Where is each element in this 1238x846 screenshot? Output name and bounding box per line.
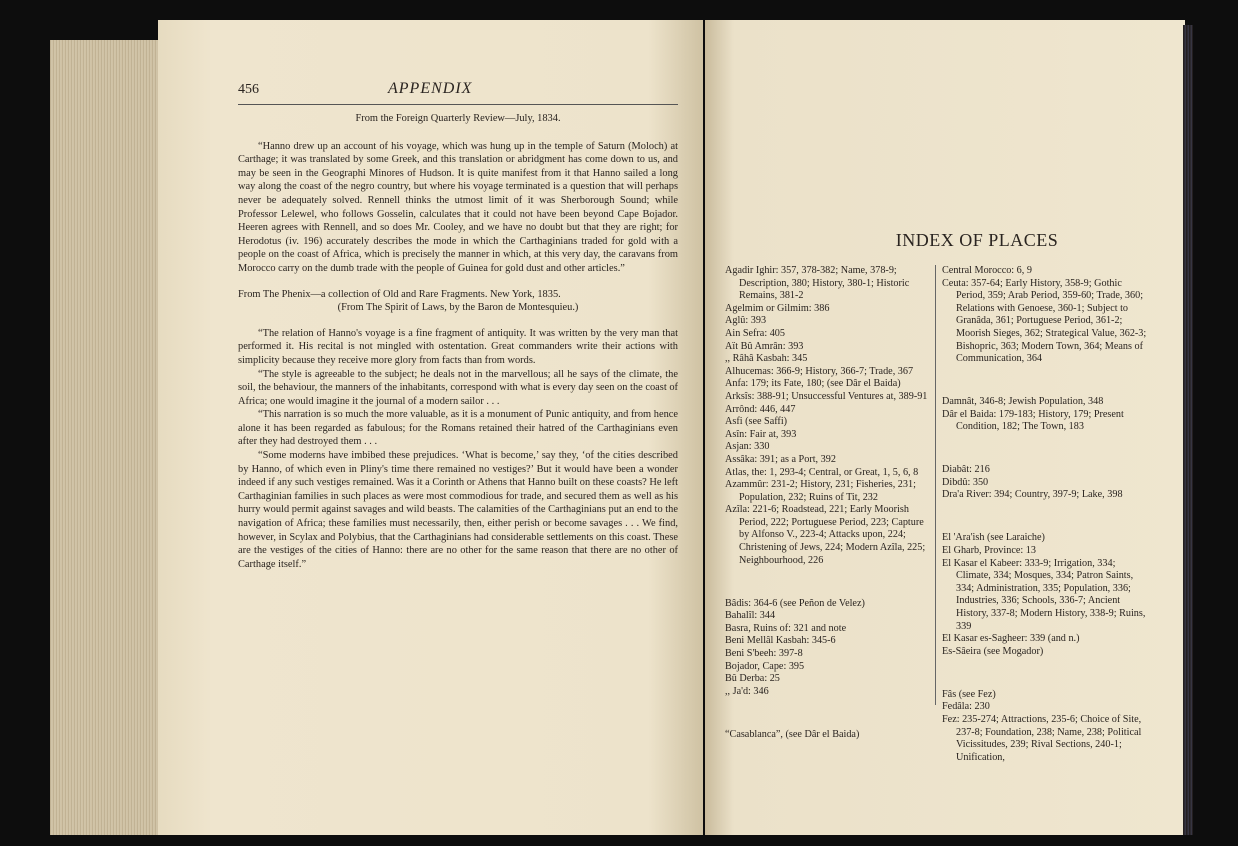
index-entry: El Kasar es-Sagheer: 339 (and n.): [942, 633, 1080, 645]
index-entry: Alhucemas: 366-9; History, 366-7; Trade, 367: [725, 365, 914, 377]
paragraph: “This narration is so much the more valuable, as it is a monument of Punic antiquity, and from hence alone it has been regarded as fabulous; for the Romans retained their hatred of the Carthaginians even after they had destroyed them . . .: [238, 409, 678, 448]
index-entry: El Gharb, Province: 13: [942, 545, 1036, 557]
index-entry: Asjan: 330: [725, 441, 770, 453]
index-column-1: [725, 265, 931, 741]
entry-gap: [725, 709, 931, 719]
paragraph: “The relation of Hanno's voyage is a fine fragment of antiquity. It was written by the very man that performed it. His recital is not mingled with ostentation. Great commanders write their actions with simplicity because they receive more glory from facts than from words.: [238, 327, 678, 366]
left-page: [158, 20, 703, 835]
right-page: [705, 20, 1185, 835]
page-edges: [50, 40, 158, 835]
index-entry: Bû Derba: 25: [725, 673, 780, 685]
index-entry: El 'Ara'ish (see Laraiche): [942, 532, 1045, 544]
index-entry: Arksîs: 388-91; Unsuccessful Ventures at, 389-91: [725, 390, 928, 402]
index-entry: Atlas, the: 1, 293-4; Central, or Great, 1, 5, 6, 8: [725, 466, 919, 478]
index-entry: Fedâla: 230: [942, 701, 990, 713]
index-entry: Fez: 235-274; Attractions, 235-6; Choice of Site, 237-8; Foundation, 238; Name, 238; Political Vicissitudes, 239; Rival Sections, 240-1; Unification,: [942, 713, 1142, 763]
index-entry: Ain Sefra: 405: [725, 327, 785, 339]
index-entry: Central Morocco: 6, 9: [942, 265, 1032, 276]
source-line: (From The Spirit of Laws, by the Baron de Montesquieu.): [337, 302, 579, 314]
entry-gap: [942, 512, 1152, 522]
index-entry: Agadir Ighir: 357, 378-382; Name, 378-9; Description, 380; History, 380-1; Historic Remains, 381-2: [725, 265, 910, 302]
entry-gap: [725, 577, 931, 587]
index-entry: “Casablanca”, (see Dâr el Baida): [725, 728, 860, 740]
index-entry: Arrônd: 446, 447: [725, 403, 796, 415]
paragraph: “Hanno drew up an account of his voyage, which was hung up in the temple of Saturn (Moloch) at Carthage; it was translated by some Greek, and this translation or abridgment has come down to us, and may be seen in the Geographi Minores of Hudson. It is quite manifest from it that Hanno sailed a long way along the coast of the negro country, but where his voyage terminated is a question that will perhaps never be adequately solved. Rennell thinks the utmost limit of it was Sherborough Sound; while Professor Lelewel, who follows Gosselin, calculates that it could not have been beyond Cape Bojador. Heeren agrees with Rennell, and so does Mr. Cooley, and we have no doubt but that they are right; for Herodotus (iv. 196) accurately describes the mode in which the Carthaginians traded for gold with a people on the coast of Africa, which is precisely the manner in which, at this very day, the caravans from Morocco carry on the dumb trade with the people of Guinea for gold dust and other articles.”: [238, 140, 678, 274]
book-cover-edge: [1183, 25, 1193, 835]
index-entry: Assâka: 391; as a Port, 392: [725, 453, 836, 465]
entry-gap: [942, 376, 1152, 386]
index-entry: ,, Ja'd: 346: [725, 685, 769, 697]
index-entry: Aglû: 393: [725, 315, 767, 327]
source-line: From the Foreign Quarterly Review—July, 1834.: [355, 113, 561, 124]
index-entry: El Kasar el Kabeer: 333-9; Irrigation, 334; Climate, 334; Mosques, 334; Patron Saints, 334; Administration, 335; Population, 336; Industries, 336; Schools, 336-7; Ancient History, 337-8; Modern History, 338-9; Ruins, 339: [942, 557, 1146, 632]
index-entry: Dra'a River: 394; Country, 397-9; Lake, 398: [942, 489, 1123, 501]
index-entry: Bojador, Cape: 395: [725, 660, 805, 672]
appendix-text: [238, 112, 678, 571]
index-entry: Beni Mellâl Kasbah: 345-6: [725, 635, 836, 647]
index-entry: Basra, Ruins of: 321 and note: [725, 622, 847, 634]
paragraph: “Some moderns have imbibed these prejudices. ‘What is become,’ say they, ‘of the cities described by Hanno, of which even in Pliny's time there remained no vestiges?’ But it would have been a wonder indeed if any such vestiges remained. Was it a Corinth or Athens that Hanno built on these coasts? He left Carthaginian families in such places as were most commodious for trade, and secured them as well as his hurry would permit against savages and wild beasts. The calamities of the Carthaginians put an end to the navigation of Africa; these families must necessarily, then, either perish or become savages . . . We find, however, in Scylax and Polybius, that the Carthaginians had considerable settlements on this coast. These are the vestiges of the cities of Hanno: there are no other for the same reason that there are no other of Carthage itself.”: [238, 450, 678, 570]
index-entry: Diabât: 216: [942, 464, 990, 476]
index-entry: Azammûr: 231-2; History, 231; Fisheries, 231; Population, 232; Ruins of Tit, 232: [725, 479, 916, 503]
source-line: From The Phenix—a collection of Old and Rare Fragments. New York, 1835.: [238, 288, 561, 300]
index-entry: Ceuta: 357-64; Early History, 358-9; Gothic Period, 359; Arab Period, 359-60; Trade, 360; Relations with Genoese, 360-1; Subject to Granâda, 361; Portuguese Period, 361-2; Moorish Sieges, 362; Strategical Value, 362-3; Bishopric, 363; Modern Town, 364; Means of Communication, 364: [942, 277, 1147, 365]
index-entry: Es-Sâeira (see Mogador): [942, 645, 1044, 657]
page-header: [238, 82, 678, 105]
index-entry: Asfi (see Saffi): [725, 416, 788, 428]
page-number: 456: [238, 82, 259, 97]
index-entry: Anfa: 179; its Fate, 180; (see Dâr el Baida): [725, 378, 901, 390]
index-entry: Bahalîl: 344: [725, 610, 776, 622]
index-entry: Agelmim or Gilmim: 386: [725, 302, 830, 314]
index-entry: ,, Râhâ Kasbah: 345: [725, 353, 808, 365]
open-book: [50, 20, 1190, 835]
index-entry: Dâr el Baida: 179-183; History, 179; Present Condition, 182; The Town, 183: [942, 408, 1124, 433]
column-divider: [935, 265, 936, 705]
running-head: APPENDIX: [388, 80, 473, 97]
index-entry: Fâs (see Fez): [942, 688, 996, 700]
index-column-2: [942, 265, 1152, 764]
index-entry: Aït Bû Amrân: 393: [725, 340, 804, 352]
index-entry: Beni S'beeh: 397-8: [725, 648, 803, 659]
paragraph: “The style is agreeable to the subject; he deals not in the marvellous; all he says of the climate, the soil, the behaviour, the manners of the inhabitants, correspond with what is every day seen on the coast of Africa; one would imagine it the journal of a modern sailor . . .: [238, 368, 678, 407]
index-entry: Azîla: 221-6; Roadstead, 221; Early Moorish Period, 222; Portuguese Period, 223; Capture by Alfonso V., 223-4; Attacks upon, 224; Christening of Jews, 224; Modern Azîla, 225; Neighbourhood, 226: [725, 504, 926, 566]
entry-gap: [942, 669, 1152, 679]
index-entry: Damnât, 346-8; Jewish Population, 348: [942, 396, 1104, 408]
index-title: INDEX OF PLACES: [895, 230, 1059, 250]
index-entry: Bâdis: 364-6 (see Peñon de Velez): [725, 597, 865, 609]
entry-gap: [942, 444, 1152, 454]
index-entry: Dibdû: 350: [942, 476, 989, 488]
index-entry: Asîn: Fair at, 393: [725, 428, 797, 440]
